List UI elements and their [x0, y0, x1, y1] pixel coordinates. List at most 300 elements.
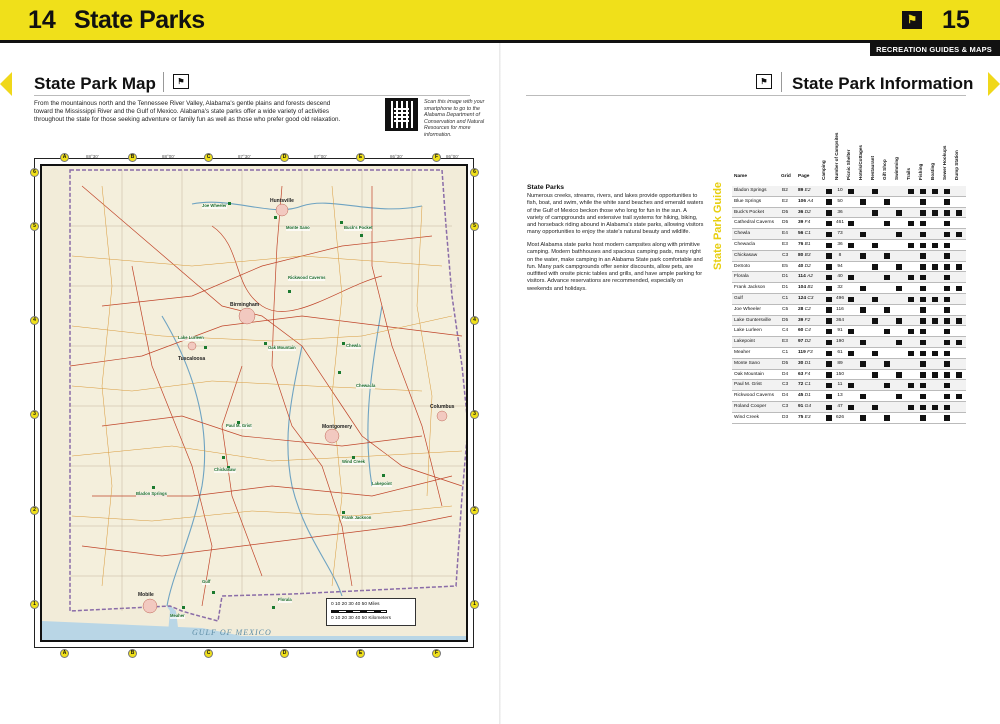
campsite-count: 40: [837, 274, 843, 280]
campsite-count: 496: [835, 295, 844, 301]
table-row: [732, 272, 966, 283]
amenity-icon: [872, 189, 878, 195]
tent-icon: [826, 199, 832, 205]
hiker-icon: ⚑: [756, 74, 772, 89]
park-grid: C4: [782, 328, 789, 334]
park-page: 60 C4: [798, 328, 811, 334]
city-label: Birmingham: [230, 302, 260, 308]
page-title: State Parks: [74, 6, 205, 34]
park-name: Paul M. Grist: [734, 382, 762, 388]
amenity-icon: [896, 372, 902, 378]
hiker-icon: ⚑: [902, 11, 922, 29]
amenity-icon: [908, 275, 914, 281]
amenity-icon: [872, 318, 878, 324]
park-marker: [228, 202, 231, 205]
amenity-icon: [956, 232, 962, 238]
city-label: Tuscaloosa: [178, 356, 206, 362]
amenity-icon: [932, 351, 938, 357]
amenity-icon: [872, 351, 878, 357]
table-row: [732, 218, 966, 229]
table-row: [732, 402, 966, 413]
parks-paragraph: Numerous creeks, streams, rivers, and lakes provide opportunities to fish, boat, and swim, while the white sand beaches and emerald waters of the Gulf of Mexico beckon those who long for fun in the sun. A variety of campgrounds and extensive trail systems for hiking, biking, and horseback riding abound in Alabama's state parks, allowing visitors many opportunities to enjoy the state's natural beauty and wildlife.: [527, 193, 704, 236]
map-intro: From the mountainous north and the Tennessee River Valley, Alabama's gentle plains and forests descend toward the Mississippi River and the Gulf of Mexico. Alabama's state parks offer a wide variety of activities throughout the state for those seeking adventure or family fun as well as those who prefer good old relaxation.: [34, 100, 341, 124]
park-marker: [340, 221, 343, 224]
col-activity: Picnic Shelter: [846, 149, 851, 180]
amenity-icon: [956, 318, 962, 324]
title-rule: [526, 95, 966, 96]
park-grid: D4: [782, 393, 789, 399]
city-dot: [239, 308, 255, 324]
campsite-count: 73: [837, 231, 843, 237]
grid-row-label: 6: [30, 168, 39, 177]
col-activity: Trails: [906, 167, 911, 180]
park-label: Gulf: [202, 579, 211, 584]
table-row: [732, 348, 966, 359]
park-label: Rickwood Caverns: [288, 275, 326, 280]
park-page: 75 E3: [798, 414, 811, 420]
amenity-icon: [848, 329, 854, 335]
amenity-icon: [896, 318, 902, 324]
park-grid: D5: [782, 360, 789, 366]
park-label: Joe Wheeler: [202, 203, 227, 208]
tent-icon: [826, 415, 832, 421]
park-page: 80 B3: [798, 252, 811, 258]
campsite-count: 11: [837, 382, 843, 388]
section-band: RECREATION GUIDES & MAPS: [870, 43, 1000, 56]
amenity-icon: [920, 383, 926, 389]
table-row: [732, 326, 966, 337]
scale-km: 0 10 20 30 40 50 Kilometers: [331, 616, 392, 621]
park-page: 119 F3: [798, 349, 813, 355]
table-row: [732, 186, 966, 197]
park-marker: [204, 346, 207, 349]
grid-col-label: E: [356, 153, 365, 162]
col-activity: Swimming: [894, 157, 899, 180]
park-marker: [264, 342, 267, 345]
amenity-icon: [932, 243, 938, 249]
amenity-icon: [932, 372, 938, 378]
amenity-icon: [848, 275, 854, 281]
park-grid: E3: [782, 241, 788, 247]
amenity-icon: [944, 340, 950, 346]
table-row: [732, 283, 966, 294]
park-name: Rickwood Caverns: [734, 393, 774, 399]
grid-col-label: D: [280, 153, 289, 162]
title-divider: [163, 72, 164, 92]
city-label: Mobile: [138, 592, 154, 598]
park-page: 72 C1: [798, 382, 811, 388]
park-name: Lake Lurleen: [734, 328, 762, 334]
amenity-icon: [944, 189, 950, 195]
amenity-icon: [920, 243, 926, 249]
col-grid: Grid: [781, 174, 791, 179]
amenity-icon: [860, 307, 866, 313]
tent-icon: [826, 210, 832, 216]
col-activity: Boating: [930, 162, 935, 180]
amenity-icon: [920, 297, 926, 303]
park-name: Bladon Springs: [734, 188, 767, 193]
amenity-icon: [884, 275, 890, 281]
park-label: Oak Mountain: [268, 345, 296, 350]
amenity-icon: [920, 210, 926, 216]
tent-icon: [826, 351, 832, 357]
amenity-icon: [932, 210, 938, 216]
park-name: Lakepoint: [734, 339, 755, 345]
park-name: Roland Cooper: [734, 403, 767, 409]
parks-heading: State Parks: [527, 184, 565, 191]
park-marker: [272, 606, 275, 609]
grid-row-label: 6: [470, 168, 479, 177]
park-grid: E2: [782, 198, 788, 204]
park-page: 63 F4: [798, 371, 811, 377]
guide-label: State Park Guide: [712, 181, 724, 270]
amenity-icon: [860, 232, 866, 238]
park-name: Frank Jackson: [734, 285, 766, 291]
park-marker: [342, 342, 345, 345]
grid-col-label: C: [204, 153, 213, 162]
amenity-icon: [920, 221, 926, 227]
amenity-icon: [920, 286, 926, 292]
park-label: Lakepoint: [372, 481, 392, 486]
amenity-icon: [848, 297, 854, 303]
park-marker: [342, 511, 345, 514]
park-grid: E4: [782, 231, 788, 237]
amenity-icon: [848, 221, 854, 227]
amenity-icon: [920, 372, 926, 378]
map-section-title: State Park Map: [34, 74, 156, 93]
park-marker: [212, 591, 215, 594]
park-marker: [338, 371, 341, 374]
park-page: 104 B1: [798, 285, 814, 291]
tent-icon: [826, 297, 832, 303]
map-scale: [326, 598, 416, 626]
park-label: Buck's Pocket: [344, 225, 373, 230]
amenity-icon: [944, 286, 950, 292]
amenity-icon: [896, 394, 902, 400]
park-name: Monte Sano: [734, 360, 760, 366]
grid-row-label: 5: [470, 222, 479, 231]
amenity-icon: [884, 329, 890, 335]
park-name: Chickasaw: [734, 252, 758, 258]
amenity-icon: [956, 340, 962, 346]
amenity-icon: [920, 361, 926, 367]
tent-icon: [826, 329, 832, 335]
campsite-count: 32: [837, 285, 843, 291]
campsite-count: 364: [835, 317, 844, 323]
arrow-left-icon: [0, 72, 12, 96]
state-map[interactable]: [40, 164, 468, 642]
amenity-icon: [920, 189, 926, 195]
amenity-icon: [944, 210, 950, 216]
park-page: 28 C2: [798, 306, 811, 312]
amenity-icon: [944, 415, 950, 421]
park-grid: C1: [782, 349, 789, 355]
page-gutter: [499, 43, 501, 724]
col-activity: Hotels/Cottages: [858, 145, 863, 180]
park-grid: D1: [782, 274, 789, 280]
amenity-icon: [896, 210, 902, 216]
table-row: [732, 337, 966, 348]
amenity-icon: [956, 372, 962, 378]
amenity-icon: [848, 383, 854, 389]
table-row: [732, 305, 966, 316]
col-name: Name: [734, 174, 748, 179]
table-row: [732, 370, 966, 381]
grid-row-label: 3: [30, 410, 39, 419]
park-label: Meaher: [170, 613, 185, 618]
title-rule: [34, 95, 470, 96]
amenity-icon: [944, 232, 950, 238]
park-name: Blue Springs: [734, 198, 762, 204]
park-page: 45 D1: [798, 393, 811, 399]
amenity-icon: [944, 275, 950, 281]
amenity-icon: [884, 253, 890, 259]
amenity-icon: [908, 297, 914, 303]
amenity-icon: [896, 286, 902, 292]
qr-code[interactable]: [385, 98, 418, 131]
tent-icon: [826, 394, 832, 400]
campsite-count: 91: [837, 328, 843, 334]
campsite-count: 94: [837, 263, 843, 269]
tent-icon: [826, 318, 832, 324]
park-label: Paul M. Grist: [226, 423, 252, 428]
qr-caption: Scan this image with your smartphone to go to the Alabama Department of Conservation and Natural Resources for more information.: [424, 99, 485, 138]
amenity-icon: [884, 199, 890, 205]
city-dot: [188, 342, 196, 350]
amenity-icon: [884, 383, 890, 389]
grid-row-label: 5: [30, 222, 39, 231]
table-row: [732, 391, 966, 402]
park-page: 97 D2: [798, 339, 811, 345]
park-label: Monte Sano: [286, 225, 310, 230]
park-marker: [288, 290, 291, 293]
table-row: [732, 359, 966, 370]
amenity-icon: [932, 189, 938, 195]
tent-icon: [826, 383, 832, 389]
amenity-icon: [944, 221, 950, 227]
amenity-icon: [908, 351, 914, 357]
park-name: Gulf: [734, 295, 743, 301]
campsite-count: 461: [835, 220, 844, 226]
grid-row-label: 2: [470, 506, 479, 515]
amenity-icon: [872, 405, 878, 411]
park-grid: D5: [782, 220, 789, 226]
park-label: Wind Creek: [342, 459, 365, 464]
grid-col-label: D: [280, 649, 289, 658]
park-page: 91 G4: [798, 403, 812, 409]
amenity-icon: [860, 253, 866, 259]
amenity-icon: [920, 199, 926, 205]
city-dot: [437, 411, 447, 421]
amenity-icon: [920, 351, 926, 357]
col-activity: Sewer Hookups: [942, 145, 947, 180]
table-row: [732, 380, 966, 391]
col-activity: Restaurant: [870, 156, 875, 180]
park-marker: [360, 234, 363, 237]
campsite-count: 626: [835, 414, 844, 420]
park-label: Chewla: [346, 343, 361, 348]
amenity-icon: [920, 264, 926, 270]
grid-col-label: B: [128, 649, 137, 658]
park-grid: E5: [782, 263, 788, 269]
lon-label: 87°30': [238, 154, 251, 159]
amenity-icon: [932, 318, 938, 324]
lon-label: 88°00': [162, 154, 175, 159]
lon-label: 87°00': [314, 154, 327, 159]
table-row: [732, 251, 966, 262]
amenity-icon: [884, 361, 890, 367]
state-boundary: [70, 170, 468, 621]
campsite-count: 10: [837, 188, 843, 193]
campsite-count: 190: [835, 339, 844, 345]
amenity-icon: [884, 307, 890, 313]
grid-col-label: F: [432, 153, 441, 162]
park-page: 76 B1: [798, 241, 811, 247]
amenity-icon: [872, 210, 878, 216]
park-page: 39 F2: [798, 317, 811, 323]
grid-col-label: C: [204, 649, 213, 658]
lon-label: 86°00': [446, 154, 459, 159]
amenity-icon: [848, 351, 854, 357]
amenity-icon: [920, 329, 926, 335]
table-row: [732, 294, 966, 305]
grid-col-label: B: [128, 153, 137, 162]
city-dot: [143, 599, 157, 613]
amenity-icon: [944, 361, 950, 367]
amenity-icon: [908, 243, 914, 249]
park-marker: [152, 486, 155, 489]
campsite-count: 13: [837, 393, 843, 399]
tent-icon: [826, 372, 832, 378]
amenity-icon: [872, 264, 878, 270]
amenity-icon: [944, 329, 950, 335]
amenity-icon: [860, 340, 866, 346]
park-name: Buck's Pocket: [734, 209, 764, 215]
parks-paragraph: Most Alabama state parks host modern campsites along with primitive camping. Modern bathhouses and spacious camping pads, many right on the water, make camping in an Alabama State park comfortable and fun. Many park campgrounds offer senior discounts, allow pets, are outfitted with onsite picnic tables and grills, and have ample parking for visitors. Advance reservations are recommended, especially on weekends and holidays.: [527, 242, 703, 292]
park-name: Lake Guntersville: [734, 317, 772, 323]
amenity-icon: [920, 307, 926, 313]
grid-row-label: 1: [30, 600, 39, 609]
grid-col-label: F: [432, 649, 441, 658]
park-page: 114 A2: [798, 274, 813, 280]
amenity-icon: [908, 221, 914, 227]
tent-icon: [826, 232, 832, 238]
amenity-icon: [944, 199, 950, 205]
tent-icon: [826, 307, 832, 313]
park-name: Oak Mountain: [734, 371, 764, 377]
park-grid: E3: [782, 339, 788, 345]
amenity-icon: [920, 232, 926, 238]
scale-miles: 0 10 20 30 40 50 Miles: [331, 602, 380, 607]
park-table: [732, 186, 966, 424]
city-label: Columbus: [430, 404, 455, 410]
park-grid: C3: [782, 403, 789, 409]
city-label: Montgomery: [322, 424, 352, 430]
table-row: [732, 229, 966, 240]
park-label: Chickasaw: [214, 467, 236, 472]
amenity-icon: [908, 189, 914, 195]
info-section-title: State Park Information: [792, 74, 974, 93]
park-marker: [382, 474, 385, 477]
grid-col-label: A: [60, 153, 69, 162]
amenity-icon: [848, 243, 854, 249]
tent-icon: [826, 275, 832, 281]
park-label: Frank Jackson: [342, 515, 372, 520]
table-row: [732, 262, 966, 273]
amenity-icon: [908, 405, 914, 411]
park-page: 39 F4: [798, 220, 811, 226]
amenity-icon: [944, 383, 950, 389]
park-name: Meaher: [734, 349, 751, 355]
amenity-icon: [872, 297, 878, 303]
park-grid: C3: [782, 252, 789, 258]
tent-icon: [826, 361, 832, 367]
park-grid: D5: [782, 317, 789, 323]
city-label: Huntsville: [270, 198, 294, 204]
park-label: Chewacla: [356, 383, 376, 388]
amenity-icon: [944, 318, 950, 324]
park-page: 124 C3: [798, 295, 814, 301]
table-row: [732, 240, 966, 251]
park-label: Lake Lurleen: [178, 335, 204, 340]
arrow-right-icon: [988, 72, 1000, 96]
amenity-icon: [944, 297, 950, 303]
grid-row-label: 4: [30, 316, 39, 325]
park-page: 89 E2: [798, 188, 811, 193]
park-label: Bladon Springs: [136, 491, 167, 496]
amenity-icon: [932, 264, 938, 270]
amenity-icon: [944, 243, 950, 249]
campsite-count: 150: [835, 371, 844, 377]
campsite-count: 8: [838, 252, 842, 258]
col-activity: Camping: [821, 160, 826, 180]
park-grid: C1: [782, 295, 789, 301]
campsite-count: 36: [837, 209, 843, 215]
amenity-icon: [920, 405, 926, 411]
col-page: Page: [798, 174, 810, 179]
amenity-icon: [956, 394, 962, 400]
park-grid: D1: [782, 285, 789, 291]
tent-icon: [826, 221, 832, 227]
amenity-icon: [860, 415, 866, 421]
campsite-count: 61: [837, 349, 843, 355]
grid-col-label: A: [60, 649, 69, 658]
grid-col-label: E: [356, 649, 365, 658]
campsite-count: 116: [836, 306, 844, 312]
hiker-icon: ⚑: [173, 74, 189, 89]
table-header: [732, 104, 966, 184]
col-activity: Fishing: [918, 163, 923, 180]
amenity-icon: [896, 264, 902, 270]
amenity-icon: [908, 329, 914, 335]
amenity-icon: [860, 286, 866, 292]
park-name: Florala: [734, 274, 749, 280]
amenity-icon: [872, 243, 878, 249]
park-grid: D5: [782, 209, 789, 215]
amenity-icon: [920, 318, 926, 324]
amenity-icon: [920, 253, 926, 259]
tent-icon: [826, 243, 832, 249]
amenity-icon: [944, 253, 950, 259]
amenity-icon: [896, 232, 902, 238]
amenity-icon: [944, 405, 950, 411]
park-name: Chewla: [734, 231, 750, 237]
right-page-number: 15: [942, 6, 970, 34]
campsite-count: 47: [837, 403, 843, 409]
amenity-icon: [860, 361, 866, 367]
amenity-icon: [920, 394, 926, 400]
park-page: 36 D2: [798, 209, 811, 215]
